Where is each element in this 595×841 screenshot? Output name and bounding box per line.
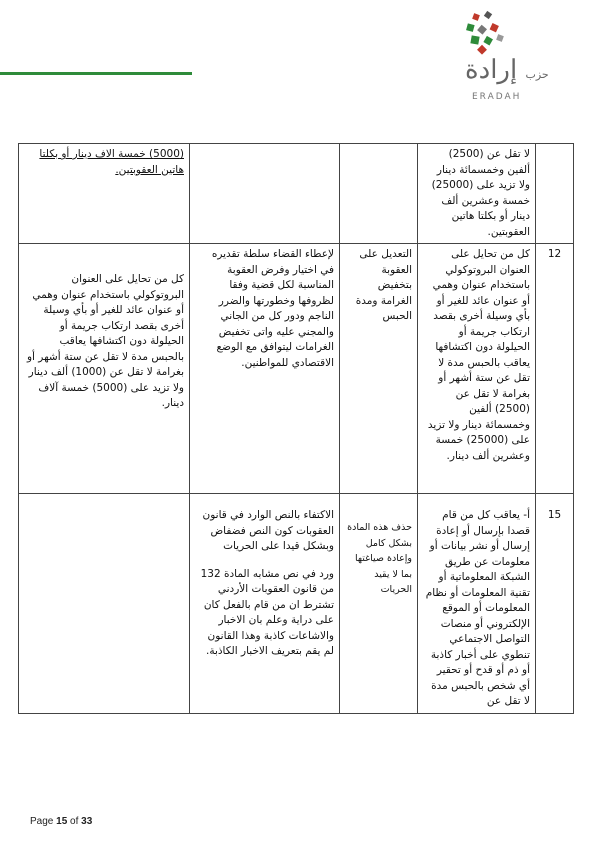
- header-rule: [0, 72, 192, 75]
- amended-text-cell: (5000) خمسة الاف دينار أو بكلتا هاتين العقوبتين.: [19, 144, 190, 244]
- original-text-cell: كل من تحايل على العنوان البروتوكولي باستخدام عنوان وهمي أو عنوان عائد للغير أو بأي وسيلة أخرى بقصد ارتكاب جريمة أو الحيلولة دون اكتشافها يعاقب بالحبس مدة لا تقل عن ستة أشهر أو بغرامة لا تقل عن (2500) ألفين وخمسمائة دينار ولا تزيد على (25000) خمسة وعشرين ألف دينار.: [418, 244, 536, 494]
- reason-paragraph: الاكتفاء بالنص الوارد في قانون العقوبات كون النص فضفاض وبشكل قيدا على الحريات: [202, 509, 334, 552]
- proposal-cell: حذف هذه المادة بشكل كامل وإعادة صياغتها بما لا يقيد الحريات: [340, 494, 418, 714]
- article-number: [536, 144, 574, 244]
- table-row: [19, 494, 574, 714]
- amended-text-cell: كل من تحايل على العنوان البروتوكولي باستخدام عنوان وهمي أو عنوان عائد للغير أو بأي وسيلة أخرى بقصد ارتكاب جريمة أو الحيلولة دون اكتشافها يعاقب بالحبس مدة لا تقل عن ستة أشهر أو بغرامة لا تقل عن (1000) ألف دينار ولا تزيد على (5000) خمسة آلاف دينار.: [19, 244, 190, 494]
- amended-text-cell: [19, 494, 190, 714]
- page-number: Page 15 of 33: [30, 816, 93, 827]
- logo-latin-name: ERADAH: [472, 92, 522, 102]
- reason-cell: [190, 144, 340, 244]
- article-number: 12: [536, 244, 574, 494]
- original-text-cell: أ- يعاقب كل من قام قصدا بإرسال أو إعادة إرسال أو نشر بيانات أو معلومات عن طريق الشبكة المعلوماتية أو تقنية المعلومات أو نظام المعلومات أو الموقع الإلكتروني أو منصات التواصل الاجتماعي تنطوي على أخبار كاذبة أو ذم أو قدح أو تحقير أي شخص بالحبس مدة لا تقل عن: [418, 494, 536, 714]
- reason-paragraph: ورد في نص مشابه المادة 132 من قانون العقوبات الأردني تشترط ان من قام بالفعل كان على دراية وعلم بان الاخبار والاشاعات كاذبة وهذا القانون لم يقم بتعريف الاخبار الكاذبة.: [200, 567, 334, 657]
- logo-wordmark: حزب إرادة: [465, 55, 549, 85]
- table-row: [19, 244, 574, 494]
- table-row: [19, 144, 574, 244]
- reason-cell: لإعطاء القضاء سلطة تقديره في اختيار وفرض العقوبة المناسبة لكل قضية وفقا لظروفها وخطورتها والضرر الناجم ودور كل من الجاني والمجني عليه واتى تخفيض الغرامات ليتوافق مع الوضع الاقتصادي للمواطنين.: [190, 244, 340, 494]
- proposal-cell: التعديل على العقوبة بتخفيض الغرامة ومدة الحبس: [340, 244, 418, 494]
- law-amendments-table: [18, 143, 574, 714]
- article-number: 15: [536, 494, 574, 714]
- original-text-cell: لا تقل عن (2500) ألفين وخمسمائة دينار ولا تزيد على (25000) خمسة وعشرين ألف دينار أو بكلتا هاتين العقوبتين.: [418, 144, 536, 244]
- reason-cell: [190, 494, 340, 714]
- proposal-cell: [340, 144, 418, 244]
